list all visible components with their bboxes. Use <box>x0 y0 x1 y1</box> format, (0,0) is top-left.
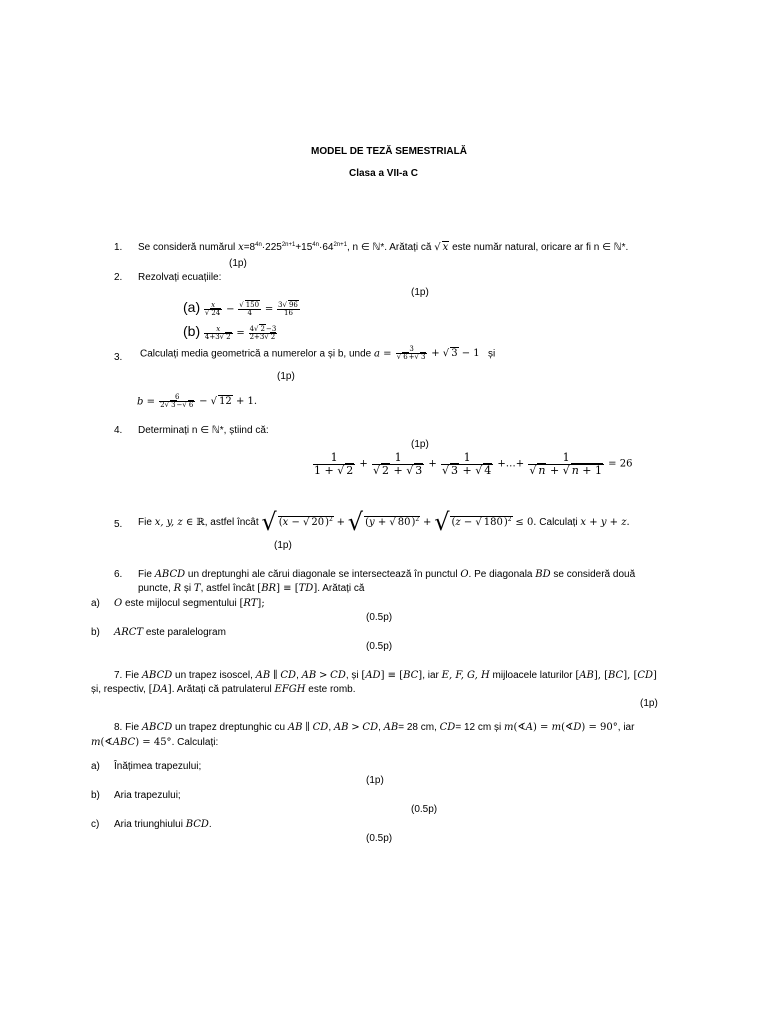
problem-8-item-b-label: b) <box>91 790 100 801</box>
problem-7-points: (1p) <box>640 698 658 709</box>
problem-8-item-c-points: (0.5p) <box>366 833 393 844</box>
problem-5-points: (1p) <box>274 540 292 551</box>
problem-4-statement: Determinați n ∈ ℕ*, știind că: <box>138 425 269 436</box>
problem-7-line-1: 7. Fie ABCD un trapez isoscel, AB ∥ CD, AB > CD, și [AD] ≡ [BC], iar E, F, G, H mijloacele laturilor [AB], [BC], [CD] <box>114 670 657 681</box>
problem-3-statement: Calculați media geometrică a numerelor a și b, unde a = $\frac{3}{√ 6+√ 3}$ + √ 3 − 1 și <box>140 345 496 362</box>
problem-8-item-a-text: Înățimea trapezului; <box>114 761 202 772</box>
problem-6-item-a-label: a) <box>91 598 100 609</box>
problem-8-item-c-label: c) <box>91 819 100 830</box>
problem-2-points: (1p) <box>411 287 429 298</box>
problem-8-line-2: m(∢ABC) = 45°. Calculați: <box>91 737 219 748</box>
problem-3-number: 3. <box>114 352 123 363</box>
problem-4-points: (1p) <box>411 439 429 450</box>
problem-3-b-definition: b = $\frac{6}{2√ 3-√ 6}$ − √ 12 + 1. <box>137 393 258 410</box>
problem-6-item-a-text: O este mijlocul segmentului [RT]; <box>114 598 265 609</box>
problem-6-item-a-points: (0.5p) <box>366 612 393 623</box>
problem-8-line-1: 8. Fie ABCD un trapez dreptunghic cu AB ∥ CD, AB > CD, AB= 28 cm, CD= 12 cm și m(∢A) = m(∢D) = 90°, iar <box>114 722 635 733</box>
problem-6-item-b-text: ARCT este paralelogram <box>114 627 226 638</box>
problem-6-number: 6. <box>114 569 123 580</box>
problem-5-number: 5. <box>114 519 123 530</box>
problem-2-equation-a: (a) $\frac{x}{√ 24}$ − $\frac{√ 150}{4}$ = $\frac{3√ 96}{16}$ <box>183 299 298 317</box>
problem-2-statement: Rezolvați ecuațiile: <box>138 272 222 283</box>
problem-5-statement: Fie x, y, z ∈ ℝ, astfel încât √ (x − √ 20)$^2$ + √ (y + √ 80)$^2$ + √ (z − √ 180)$^2$ ≤ 0. Calculați x + y + z. <box>138 508 630 536</box>
problem-4-number: 4. <box>114 425 123 436</box>
problem-8-item-a-label: a) <box>91 761 100 772</box>
problem-8-item-a-points: (1p) <box>366 775 384 786</box>
class-subtitle: Clasa a VII-a C <box>349 168 418 179</box>
problem-1-number: 1. <box>114 242 123 253</box>
problem-6-item-b-label: b) <box>91 627 100 638</box>
problem-6-item-b-points: (0.5p) <box>366 641 393 652</box>
problem-7-line-2: și, respectiv, [DA]. Arătați că patrulaterul EFGH este romb. <box>91 684 356 695</box>
problem-6-line-2: puncte, R și T, astfel încât [BR] ≡ [TD]. Arătați că <box>138 583 365 594</box>
problem-6-line-1: Fie ABCD un dreptunghi ale cărui diagonale se intersectează în punctul O. Pe diagonala BD se consideră două <box>138 569 636 580</box>
problem-8-item-b-text: Aria trapezului; <box>114 790 181 801</box>
problem-1-points: (1p) <box>229 258 247 269</box>
problem-2-equation-b: (b) $\frac{x}{4+3√ 2}$ = $\frac{4√ 2-3}{2+3√ 2}$ <box>183 323 277 341</box>
problem-2-number: 2. <box>114 272 123 283</box>
exam-title: MODEL DE TEZĂ SEMESTRIALĂ <box>311 146 467 157</box>
problem-1-statement: Se consideră numărul $x=8^{4n}\cdot 225^{2n+1}+15^{4n}\cdot 64^{2n+1}$, n ∈ ℕ*. Arătați că √ x este număr natural, oricare ar fi n ∈ ℕ*. <box>138 242 629 253</box>
problem-4-equation: $\frac{1}{1 + √ 2}$ + $\frac{1}{√ 2 + √ 3}$ + $\frac{1}{√ 3 + √ 4}$ +…+ $\frac{1}{√ n + √ n + 1}$ = 26 <box>314 451 633 477</box>
problem-8-item-b-points: (0.5p) <box>411 804 438 815</box>
problem-3-points: (1p) <box>277 371 295 382</box>
problem-8-item-c-text: Aria triunghiului BCD. <box>114 819 212 830</box>
